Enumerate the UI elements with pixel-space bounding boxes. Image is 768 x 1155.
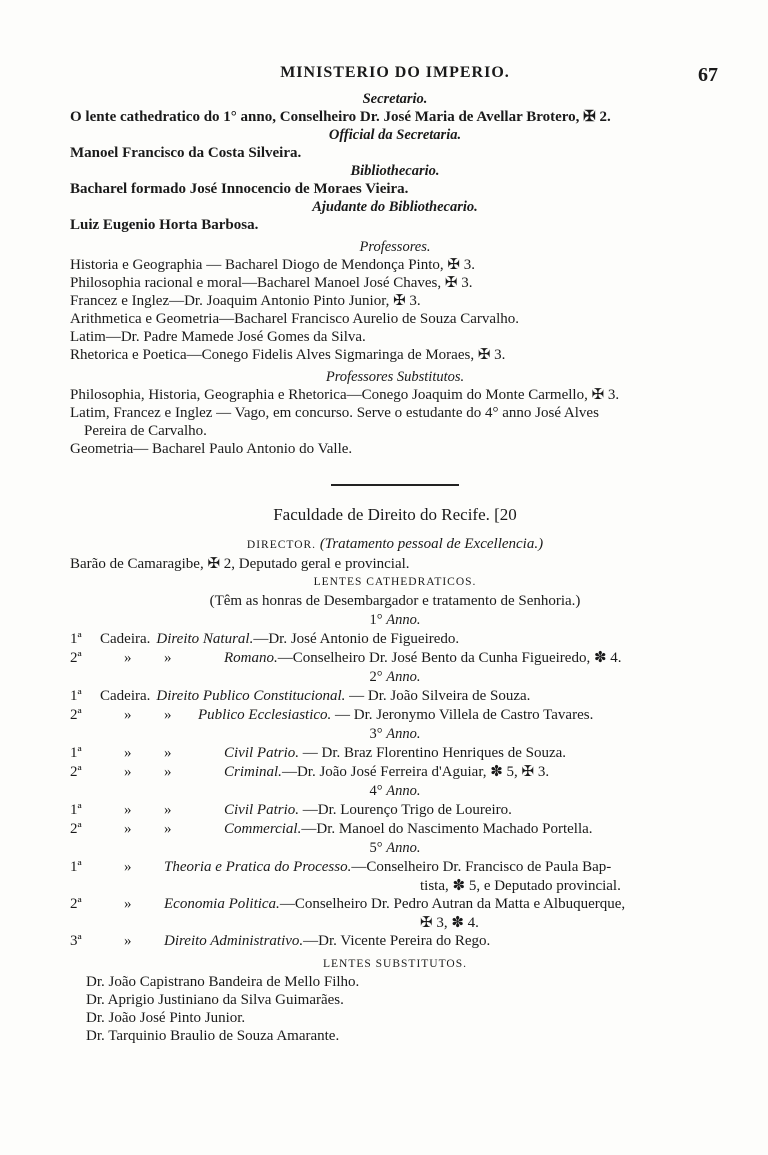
honras-line: (Têm as honras de Desembargador e tratamento de Senhoria.) [209, 593, 581, 609]
chair-row [70, 858, 720, 877]
professores-heading: Professores. [359, 239, 431, 255]
chair-label: » [124, 933, 132, 949]
chair-ordinal: 2ª [70, 707, 82, 723]
chair-row [70, 630, 720, 649]
chair-row [70, 932, 720, 951]
chair-holder: —Conselheiro Dr. José Bento da Cunha Figueiredo, ✽ 4. [277, 650, 622, 666]
chair-holder: —Dr. José Antonio de Figueiredo. [253, 631, 460, 647]
substituto-entry: Geometria— Bacharel Paulo Antonio do Valle. [70, 441, 353, 457]
chair-subject: Theoria e Pratica do Processo. [164, 859, 352, 875]
year-heading [70, 839, 720, 858]
chair-label: Cadeira. [100, 688, 151, 704]
year-heading [70, 782, 720, 801]
chair-label: » [124, 745, 132, 761]
year-label: Anno. [386, 726, 421, 742]
year-number: 4° [369, 783, 383, 799]
chair-subject: Publico Ecclesiastico. [198, 707, 332, 723]
chair-ordinal: 2ª [70, 764, 82, 780]
official-line: Manoel Francisco da Costa Silveira. [70, 145, 302, 161]
chair-label: » [124, 896, 132, 912]
professor-entry: Francez e Inglez—Dr. Joaquim Antonio Pinto Junior, ✠ 3. [70, 293, 421, 309]
chair-text [164, 932, 720, 951]
substitutos-heading: Professores Substitutos. [325, 369, 465, 385]
chair-row [70, 649, 720, 668]
chair-label: Cadeira. [100, 631, 151, 647]
chair-holder: — Dr. Braz Florentino Henriques de Souza. [299, 745, 567, 761]
chair-label: » [124, 764, 132, 780]
page-header [70, 60, 720, 86]
chair-ordinal: 2ª [70, 650, 82, 666]
substituto-name: Dr. João José Pinto Junior. [86, 1010, 246, 1026]
chair-subject: Civil Patrio. [224, 802, 299, 818]
running-head: MINISTERIO DO IMPERIO. [280, 64, 510, 81]
chair-label: » [124, 802, 132, 818]
substituto-name: Dr. João Capistrano Bandeira de Mello Filho. [86, 974, 360, 990]
chair-label: » [124, 859, 132, 875]
chair-label-2: » [164, 764, 172, 780]
chair-continuation: tista, ✽ 5, e Deputado provincial. [420, 878, 621, 894]
director-note: (Tratamento pessoal de Excellencia.) [319, 536, 544, 552]
professor-entry: Arithmetica e Geometria—Bacharel Francisco Aurelio de Souza Carvalho. [70, 311, 520, 327]
professor-entry: Rhetorica e Poetica—Conego Fidelis Alves Sigmaringa de Moraes, ✠ 3. [70, 347, 506, 363]
chair-holder: —Conselheiro Dr. Pedro Autran da Matta e Albuquerque, [279, 896, 626, 912]
year-number: 5° [369, 840, 383, 856]
year-label: Anno. [386, 783, 421, 799]
page-number: 67 [698, 64, 718, 86]
lentes-cathedraticos-heading: LENTES CATHEDRATICOS. [313, 576, 477, 588]
ajudante-heading: Ajudante do Bibliothecario. [312, 199, 478, 215]
chair-label: » [124, 821, 132, 837]
chair-subject: Direito Administrativo. [164, 933, 304, 949]
chair-row [70, 706, 720, 725]
year-number: 3° [369, 726, 383, 742]
chair-holder: —Dr. Manoel do Nascimento Machado Portella. [301, 821, 593, 837]
chair-row [70, 801, 720, 820]
chair-holder: —Conselheiro Dr. Francisco de Paula Bap- [351, 859, 612, 875]
chair-text [164, 858, 720, 877]
ajudante-line: Luiz Eugenio Horta Barbosa. [70, 217, 259, 233]
chair-holder: —Dr. Lourenço Trigo de Loureiro. [299, 802, 512, 818]
chair-text [156, 630, 720, 649]
chair-text [224, 763, 720, 782]
section-divider [331, 484, 459, 486]
chair-text [224, 820, 720, 839]
lentes-substitutos-heading: LENTES SUBSTITUTOS. [322, 958, 468, 970]
year-heading [70, 668, 720, 687]
chair-ordinal: 2ª [70, 896, 82, 912]
year-label: Anno. [386, 669, 421, 685]
substituto-entry-continuation: Pereira de Carvalho. [84, 423, 207, 439]
chair-text [224, 744, 720, 763]
chair-subject: Direito Natural. [156, 631, 254, 647]
chair-subject: Direito Publico Constitucional. [156, 688, 346, 704]
chair-ordinal: 1ª [70, 631, 82, 647]
chair-subject: Civil Patrio. [224, 745, 299, 761]
chair-holder: —Dr. Vicente Pereira do Rego. [303, 933, 491, 949]
director-line: Barão de Camaragibe, ✠ 2, Deputado geral e provincial. [70, 556, 410, 572]
year-label: Anno. [386, 840, 421, 856]
substituto-entry: Latim, Francez e Inglez — Vago, em concurso. Serve o estudante do 4° anno José Alves [70, 405, 599, 421]
chair-label-2: » [164, 802, 172, 818]
chair-holder: —Dr. João José Ferreira d'Aguiar, ✽ 5, ✠ 3. [281, 764, 550, 780]
professor-entry: Latim—Dr. Padre Mamede José Gomes da Silva. [70, 329, 366, 345]
chair-subject: Commercial. [224, 821, 302, 837]
bibliothecario-heading: Bibliothecario. [350, 163, 440, 179]
year-number: 1° [369, 612, 383, 628]
year-heading [70, 725, 720, 744]
professor-entry: Historia e Geographia — Bacharel Diogo de Mendonça Pinto, ✠ 3. [70, 257, 475, 273]
chair-label: » [124, 707, 132, 723]
director-heading [70, 534, 720, 555]
chair-subject: Romano. [224, 650, 278, 666]
chair-label: » [124, 650, 132, 666]
chair-label-2: » [164, 821, 172, 837]
bibliothecario-line: Bacharel formado José Innocencio de Moraes Vieira. [70, 181, 409, 197]
chair-label-2: » [164, 745, 172, 761]
year-heading [70, 611, 720, 630]
chair-holder: — Dr. Jeronymo Villela de Castro Tavares. [331, 707, 594, 723]
substituto-name: Dr. Tarquinio Braulio de Souza Amarante. [86, 1028, 340, 1044]
chair-subject: Criminal. [224, 764, 282, 780]
chair-row [70, 820, 720, 839]
chair-text [224, 801, 720, 820]
chair-row [70, 687, 720, 706]
chair-text [156, 687, 720, 706]
professor-entry: Philosophia racional e moral—Bacharel Manoel José Chaves, ✠ 3. [70, 275, 473, 291]
chair-text [198, 706, 720, 725]
year-label: Anno. [386, 612, 421, 628]
chair-label-2: » [164, 650, 172, 666]
chair-row [70, 895, 720, 914]
chair-ordinal: 2ª [70, 821, 82, 837]
official-heading: Official da Secretaria. [328, 127, 462, 143]
faculty-title: Faculdade de Direito do Recife. [20 [273, 505, 517, 524]
chair-row [70, 744, 720, 763]
chair-ordinal: 1ª [70, 745, 82, 761]
chair-ordinal: 1ª [70, 688, 82, 704]
page [70, 60, 720, 1045]
year-number: 2° [369, 669, 383, 685]
chair-row [70, 763, 720, 782]
chair-label-2: » [164, 707, 172, 723]
chair-ordinal: 3ª [70, 933, 82, 949]
chair-ordinal: 1ª [70, 859, 82, 875]
chair-ordinal: 1ª [70, 802, 82, 818]
chair-continuation: ✠ 3, ✽ 4. [420, 915, 479, 931]
secretario-heading: Secretario. [362, 91, 428, 107]
secretario-line: O lente cathedratico do 1° anno, Conselheiro Dr. José Maria de Avellar Brotero, ✠ 2. [70, 109, 611, 125]
substituto-name: Dr. Aprigio Justiniano da Silva Guimarães. [86, 992, 344, 1008]
substituto-entry: Philosophia, Historia, Geographia e Rhetorica—Conego Joaquim do Monte Carmello, ✠ 3. [70, 387, 620, 403]
chair-text [164, 895, 720, 914]
chair-holder: — Dr. João Silveira de Souza. [345, 688, 531, 704]
chair-text [224, 649, 720, 668]
director-label: DIRECTOR. [246, 539, 317, 551]
chair-subject: Economia Politica. [164, 896, 280, 912]
